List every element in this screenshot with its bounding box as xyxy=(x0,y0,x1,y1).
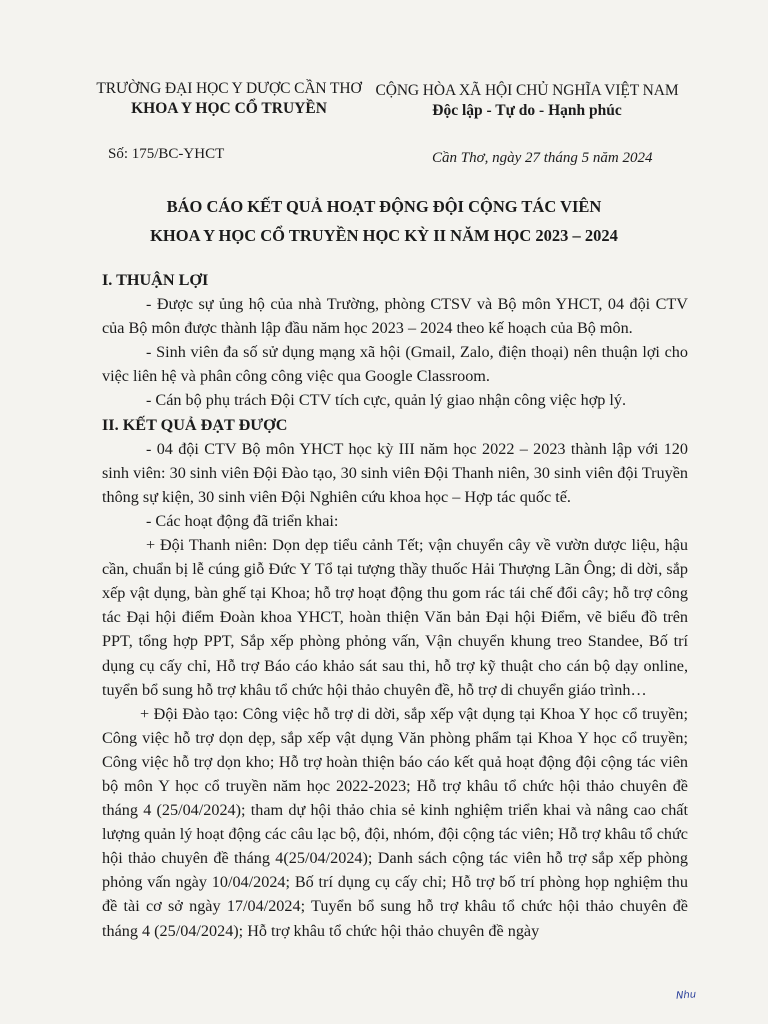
document-body xyxy=(102,268,688,943)
place-and-date: Cần Thơ, ngày 27 tháng 5 năm 2024 xyxy=(432,150,653,166)
paragraph: - Sinh viên đa số sử dụng mạng xã hội (Gmail, Zalo, điện thoại) nên thuận lợi cho việc liên hệ và phân công công việc qua Google Classroom. xyxy=(102,343,688,386)
country-name: CỘNG HÒA XÃ HỘI CHỦ NGHĨA VIỆT NAM xyxy=(375,82,679,99)
paragraph: - Cán bộ phụ trách Đội CTV tích cực, quản lý giao nhận công việc hợp lý. xyxy=(146,391,627,410)
section-heading: II. KẾT QUẢ ĐẠT ĐƯỢC xyxy=(102,415,288,434)
document-title-line-1: BÁO CÁO KẾT QUẢ HOẠT ĐỘNG ĐỘI CỘNG TÁC VIÊN xyxy=(166,197,602,216)
paragraph: - Các hoạt động đã triển khai: xyxy=(146,511,339,530)
document-title-line-2: KHOA Y HỌC CỔ TRUYỀN HỌC KỲ II NĂM HỌC 2023 – 2024 xyxy=(150,226,618,245)
paragraph: + Đội Đào tạo: Công việc hỗ trợ di dời, sắp xếp vật dụng tại Khoa Y học cổ truyền; Công việc hỗ trợ dọn dẹp, sắp xếp vật dụng Văn phòng phẩm tại Khoa Y học cổ truyền; Công việc hỗ trợ dọn kho; Hỗ trợ hoàn thiện báo cáo kết quả hoạt động đội cộng tác viên bộ môn Y học cổ truyền năm học 2022-2023; Hỗ trợ khâu tổ chức hội thảo chuyên đề tháng 4 (25/04/2024); tham dự hội thảo chia sẻ kinh nghiệm triển khai và nâng cao chất lượng quản lý hoạt động các câu lạc bộ, đội, nhóm, đội cộng tác viên; Hỗ trợ khâu tổ chức hội thảo chuyên đề tháng 4(25/04/2024); Danh sách cộng tác viên hỗ trợ sắp xếp phòng phỏng vấn ngày 10/04/2024; Bố trí dụng cụ cấy chỉ; Hỗ trợ bố trí phòng họp nghiệm thu đề tài cơ sở ngày 17/04/2024; Tuyển bổ sung hỗ trợ khâu tổ chức hội thảo chuyên đề tháng 4 (25/04/2024); Hỗ trợ khâu tổ chức hội thảo chuyên đề ngày xyxy=(102,704,688,940)
national-motto: Độc lập - Tự do - Hạnh phúc xyxy=(432,102,622,119)
paragraph: - 04 đội CTV Bộ môn YHCT học kỳ III năm học 2022 – 2023 thành lập với 120 sinh viên: 30 sinh viên Đội Đào tạo, 30 sinh viên Đội Thanh niên, 30 sinh viên đội Truyền thông sự kiện, 30 sinh viên Đội Nghiên cứu khoa học – Hợp tác quốc tế. xyxy=(102,439,688,506)
handwritten-initials: Nhu xyxy=(675,989,697,1002)
faculty-name: KHOA Y HỌC CỔ TRUYỀN xyxy=(131,100,327,117)
section-heading: I. THUẬN LỢI xyxy=(102,271,209,289)
paragraph: + Đội Thanh niên: Dọn dẹp tiểu cảnh Tết; vận chuyển cây về vườn dược liệu, hậu cần, chuẩn bị lễ cúng giỗ Đức Y Tổ tại tượng thầy thuốc Hải Thượng Lãn Ông; di dời, sắp xếp vật dụng, bàn ghế tại Khoa; hỗ trợ hoạt động thu gom rác tái chế đổi cây; hỗ trợ công tác Đại hội điểm Đoàn khoa YHCT, hoàn thiện Văn bản Đại hội Điểm, vẽ biểu đồ trên PPT, tổng hợp PPT, Sắp xếp phòng phỏng vấn, Vận chuyển khung treo Standee, Bố trí dụng cụ cấy chỉ, Hỗ trợ Báo cáo khảo sát sau thi, hỗ trợ kỹ thuật cho cán bộ dạy online, tuyển bổ sung hỗ trợ khâu tổ chức hội thảo chuyên đề, hỗ trợ di chuyển giáo trình… xyxy=(102,536,688,699)
national-header xyxy=(362,82,692,120)
organization-header xyxy=(84,80,374,118)
document-number: Số: 175/BC-YHCT xyxy=(108,146,225,162)
paragraph: - Được sự ủng hộ của nhà Trường, phòng CTSV và Bộ môn YHCT, 04 đội CTV của Bộ môn được thành lập đầu năm học 2023 – 2024 theo kế hoạch của Bộ môn. xyxy=(102,295,688,338)
university-name: TRƯỜNG ĐẠI HỌC Y DƯỢC CẦN THƠ xyxy=(96,80,362,97)
